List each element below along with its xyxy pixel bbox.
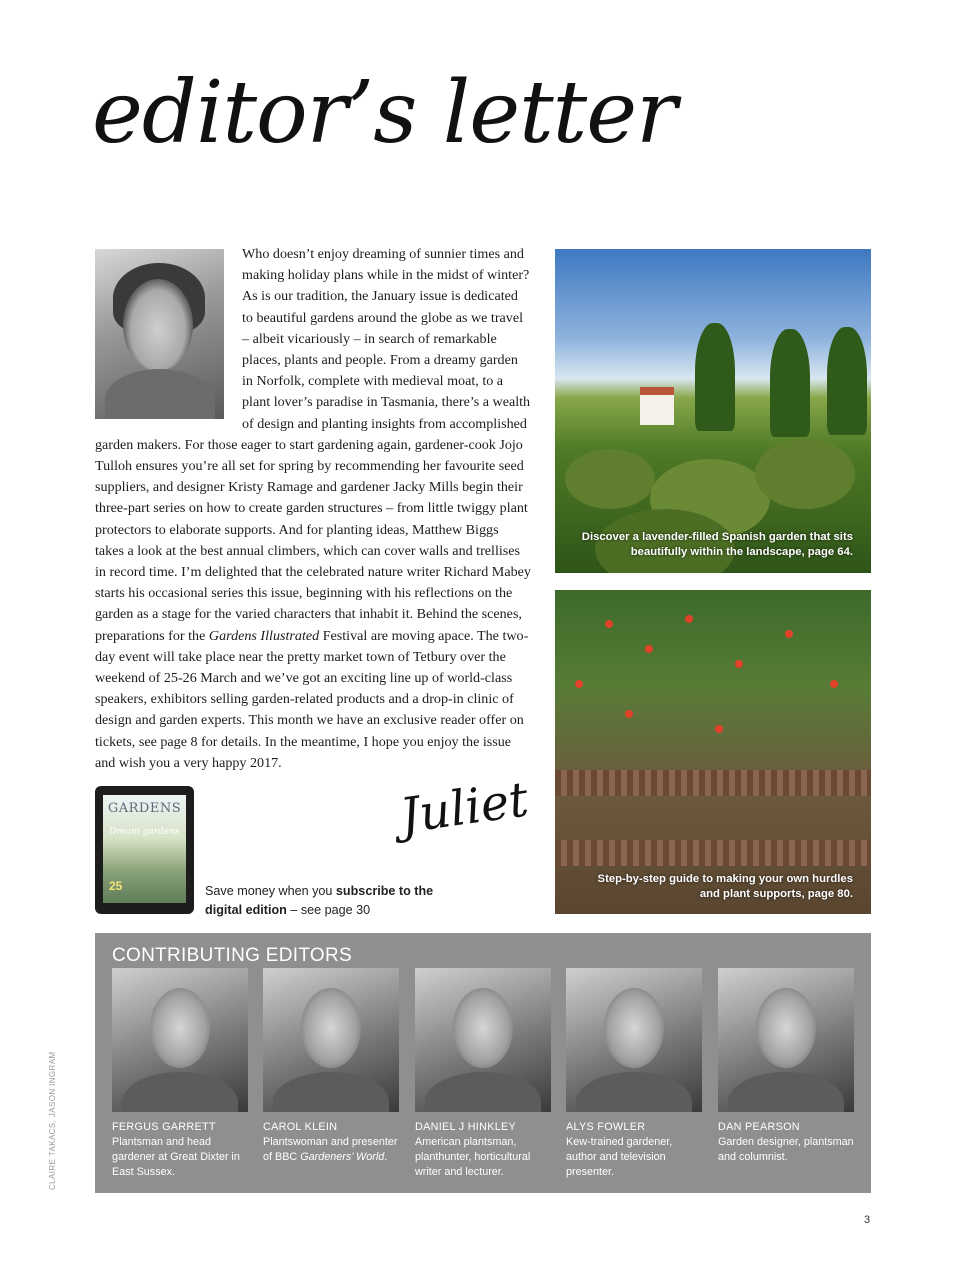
promo-lead: Save money when you [205, 884, 336, 898]
tablet-screen [103, 795, 186, 903]
contributor-desc: Kew-trained gardener, author and television presenter. [566, 1136, 673, 1178]
contributor-card [112, 968, 248, 1180]
contributor-name: DAN PEARSON [718, 1121, 800, 1133]
contributor-photo [566, 968, 702, 1112]
page-number: 3 [864, 1214, 871, 1226]
page-title: editor’s letter [92, 63, 677, 163]
contributor-card [415, 968, 551, 1180]
letter-intro: Who doesn’t enjoy dreaming of sunnier times and making holiday plans while in the midst of winter? As is our tradition, the January issue is dedicated to beautiful gardens around the globe as we travel – albeit vicariously – in search of remarkable places, plants and people. From a dreamy garden in Norfolk, complete with medieval moat, to a plant lover’s paradise in Tasmania, there’s a wealth of design and planting insights from accomplished garden makers. For those eager to start gardening again, gardener-cook Jojo Tulloh ensures you’re all set for spring by recommending her favourite seed suppliers, and designer Kristy Ramage and gardener Jacky Mills begin their three-part series on how to create garden structures – from little twiggy plant protectors to elaborate supports. And for planting ideas, Matthew Biggs takes a look at the best annual climbers, which can cover walls and trellises in record time. I’m delighted that the celebrated nature writer Richard Mabey starts his occasional series this issue, beginning with his reflections on the garden as a stage for the varied characters that inhabit it. Behind the scenes, preparations for the [95, 246, 531, 644]
tablet-number: 25 [109, 879, 123, 893]
garden2-caption: Step-by-step guide to making your own hurdles and plant supports, page 80. [597, 873, 853, 900]
tablet-subhead: Dream gardens [109, 827, 180, 837]
subscribe-link[interactable]: subscribe to the digital edition [205, 884, 434, 917]
contributor-desc: Plantsman and head gardener at Great Dixter in East Sussex. [112, 1136, 240, 1178]
letter-outro: Festival are moving apace. The two-day event will take place near the pretty market town of Tetbury over the weekend of 25-26 March and we’ve got an exciting line up of world-class speakers, exhibitors selling garden-related products and a drop-in clinic of design and garden experts. This month we have an exclusive reader offer on tickets, see page 8 for details. In the meantime, I hope you enjoy the issue and wish you a very happy 2017. [95, 627, 529, 771]
contributor-desc: Garden designer, plantsman and columnist. [718, 1136, 854, 1163]
contributor-photo [415, 968, 551, 1112]
contributor-photo [718, 968, 854, 1112]
garden1-caption: Discover a lavender-filled Spanish garden that sits beautifully within the landscape, page 64. [581, 531, 853, 558]
promo-tail: – see page 30 [286, 903, 371, 917]
contributing-editors-panel [95, 933, 871, 1193]
plant-supports-photo [555, 590, 871, 914]
subscribe-promo [205, 882, 435, 920]
contributor-card [718, 968, 854, 1165]
magazine-title: Gardens Illustrated [208, 627, 320, 644]
contributor-name: DANIEL J HINKLEY [415, 1121, 517, 1133]
photo-credit: CLAIRE TAKACS, JASON INGRAM [48, 1051, 57, 1190]
contributor-name: ALYS FOWLER [566, 1121, 646, 1133]
contributor-desc: Plantswoman and presenter of BBC Gardeners’ World. [263, 1136, 398, 1163]
contributor-name: FERGUS GARRETT [112, 1121, 216, 1133]
digital-edition-tablet[interactable] [95, 786, 194, 914]
contributor-card [566, 968, 702, 1180]
contributor-desc: American plantsman, planthunter, horticultural writer and lecturer. [415, 1136, 531, 1178]
contributor-photo [263, 968, 399, 1112]
contributors-heading: CONTRIBUTING EDITORS [112, 945, 352, 966]
contributor-card [263, 968, 399, 1165]
editor-signature: Juliet [396, 771, 532, 845]
tablet-masthead: GARDENS [107, 801, 182, 816]
editor-letter-body [95, 244, 531, 774]
contributor-name: CAROL KLEIN [263, 1121, 338, 1133]
spanish-garden-photo [555, 249, 871, 573]
contributor-photo [112, 968, 248, 1112]
